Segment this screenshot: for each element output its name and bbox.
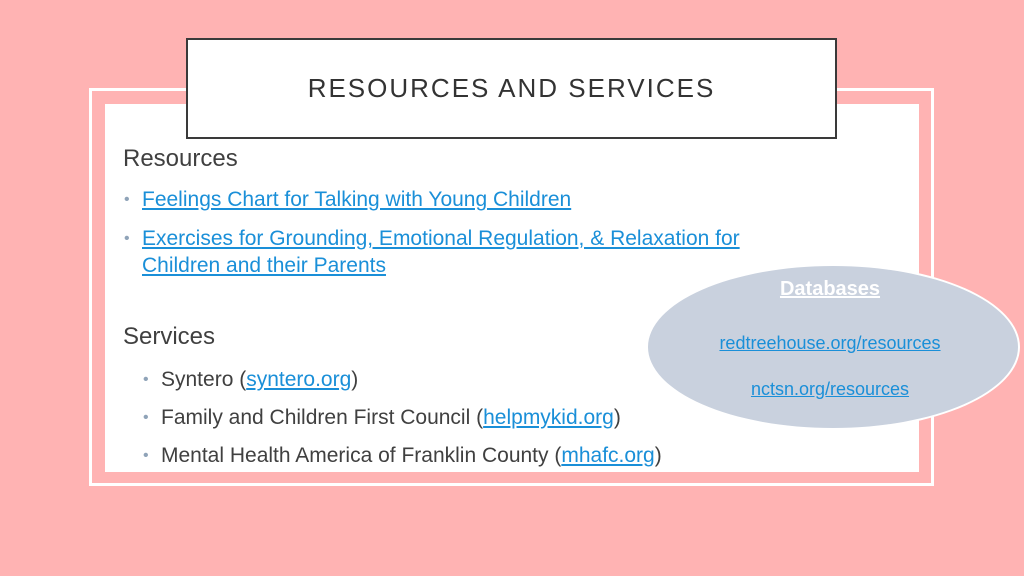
- syntero-link[interactable]: syntero.org: [246, 368, 352, 391]
- service-prefix: Family and Children First Council (: [161, 406, 484, 429]
- bullet-icon: •: [143, 447, 149, 464]
- service-suffix: ): [351, 368, 359, 391]
- redtreehouse-link[interactable]: redtreehouse.org/resources: [719, 333, 941, 353]
- bullet-icon: •: [124, 230, 130, 247]
- slide-title: RESOURCES AND SERVICES: [307, 73, 716, 103]
- resources-heading: Resources: [123, 145, 238, 172]
- services-heading: Services: [123, 323, 216, 350]
- title-box: [186, 38, 837, 139]
- nctsn-link[interactable]: nctsn.org/resources: [750, 379, 910, 399]
- helpmykid-link[interactable]: helpmykid.org: [483, 406, 614, 429]
- feelings-chart-link[interactable]: Feelings Chart for Talking with Young Children: [142, 188, 572, 211]
- grounding-exercises-link[interactable]: [142, 227, 740, 277]
- grounding-exercises-line1: Exercises for Grounding, Emotional Regulation, & Relaxation for: [142, 227, 740, 250]
- grounding-exercises-line2: Children and their Parents: [142, 254, 386, 277]
- list-item: [143, 442, 861, 469]
- bullet-icon: •: [143, 409, 149, 426]
- bullet-icon: •: [124, 191, 130, 208]
- databases-title: Databases: [779, 278, 881, 300]
- service-suffix: ): [613, 406, 621, 429]
- service-prefix: Mental Health America of Franklin County (: [161, 444, 562, 467]
- list-item: [124, 225, 842, 279]
- service-suffix: ): [654, 444, 662, 467]
- service-prefix: Syntero (: [161, 368, 247, 391]
- list-item: [124, 186, 842, 213]
- mhafc-link[interactable]: mhafc.org: [561, 444, 655, 467]
- bullet-icon: •: [143, 371, 149, 388]
